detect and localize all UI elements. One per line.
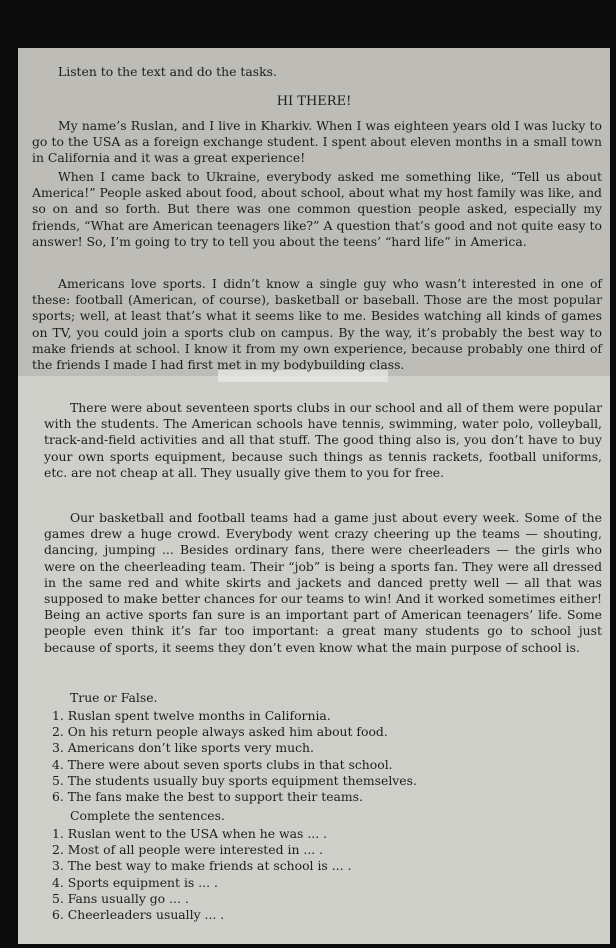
paragraph-2: When I came back to Ukraine, everybody asked me something like, “Tell us about America!” People asked about food, about school, about what my host family was like, and so on and so forth. But there was one common question people asked, especially my friends, “What are American teenagers like?” A question that’s good and not quite easy to answer! So, I’m going to try to tell you about the teens’ “hard life” in America.: [32, 169, 602, 249]
textbook-page: [18, 48, 610, 944]
list-item: 2. Most of all people were interested in ... .: [52, 842, 324, 858]
paragraph-4: There were about seventeen sports clubs in our school and all of them were popular with the students. The American schools have tennis, swimming, water polo, volleyball, track-and-field activities and all that stuff. The good thing also is, you don’t have to buy your own sports equipment, because such things as tennis rackets, football uniforms, etc. are not cheap at all. They usually give them to you for free.: [44, 400, 602, 480]
task1-list: [52, 708, 610, 805]
list-item: 5. Fans usually go ... .: [52, 890, 189, 906]
task1-heading: True or False.: [70, 690, 158, 705]
list-item: 2. On his return people always asked him about food.: [52, 724, 388, 740]
list-item: 5. The students usually buy sports equipment themselves.: [52, 772, 417, 788]
paragraph-1: My name’s Ruslan, and I live in Kharkiv. When I was eighteen years old I was lucky to go to the USA as a foreign exchange student. I spent about eleven months in a small town in California and it was a great experience!: [32, 118, 602, 166]
list-item: 1. Ruslan spent twelve months in California.: [52, 708, 331, 723]
list-item: 6. Cheerleaders usually ... .: [52, 907, 225, 923]
paragraph-5: Our basketball and football teams had a game just about every week. Some of the games drew a huge crowd. Everybody went crazy cheering up the teams — shouting, dancing, jumping ... Besides ordinary fans, there were cheerleaders — the girls who were on the cheerleading team. Their “job” is being a sports fan. They were all dressed in the same red and white skirts and jackets and danced pretty well — all that was supposed to make better chances for our teams to win! And it worked sometimes either! Being an active sports fan sure is an important part of American teenagers’ life. Some people even think it’s far too important: a great many students go to school just because of sports, it seems they don’t even know what the main purpose of school is.: [44, 510, 602, 655]
list-item: 3. The best way to make friends at school is ... .: [52, 858, 352, 874]
list-item: 1. Ruslan went to the USA when he was ... .: [52, 826, 328, 841]
task2-heading: Complete the sentences.: [70, 808, 225, 823]
paragraph-3: Americans love sports. I didn’t know a single guy who wasn’t interested in one of these: football (American, of course), basketball or baseball. Those are the most popular sports; well, at least that’s what it seems like to me. Besides watching all kinds of games on TV, you could join a sports club on campus. By the way, it’s probably the best way to make friends at school. I know it from my own experience, because probably one third of the friends I made I had first met in my bodybuilding class.: [32, 276, 602, 373]
list-item: 3. Americans don’t like sports very much.: [52, 740, 314, 756]
list-item: 4. There were about seven sports clubs in that school.: [52, 756, 393, 772]
task2-list: [52, 826, 610, 923]
text-title: HI THERE!: [276, 94, 352, 109]
list-item: 4. Sports equipment is ... .: [52, 874, 218, 890]
list-item: 6. The fans make the best to support their teams.: [52, 789, 363, 805]
instruction-text: Listen to the text and do the tasks.: [58, 64, 277, 79]
